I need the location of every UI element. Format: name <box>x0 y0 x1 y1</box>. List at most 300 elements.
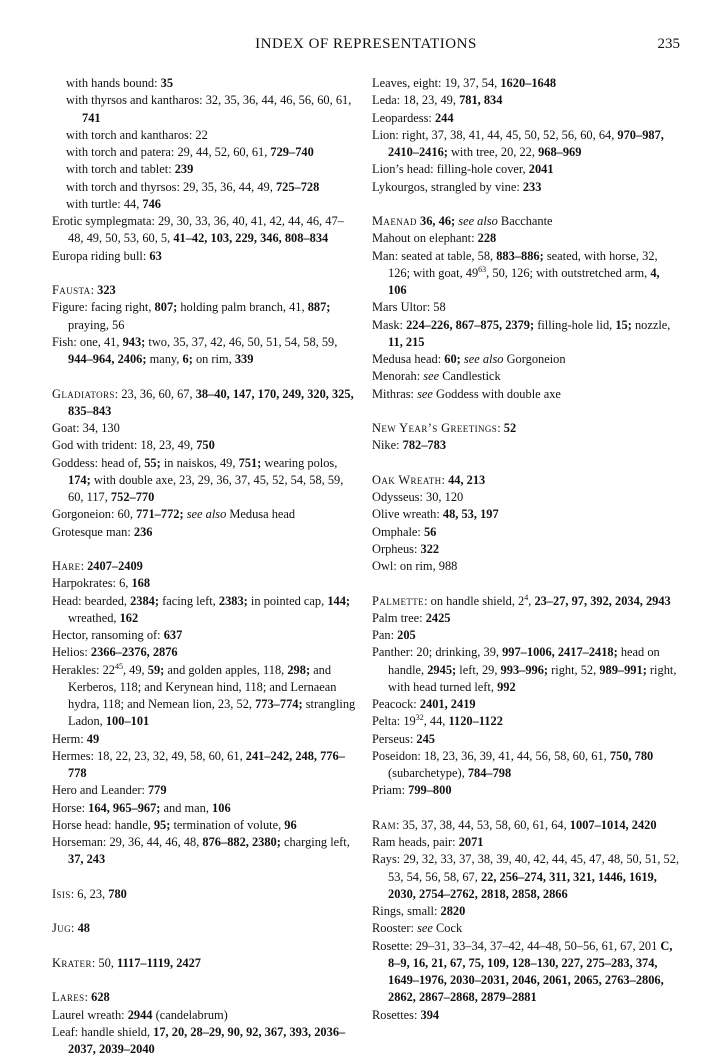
index-entry <box>372 920 680 937</box>
index-text: 56 <box>423 524 437 539</box>
index-text: and man, <box>160 800 213 815</box>
section-gap <box>372 575 680 592</box>
index-text: 746 <box>142 196 161 211</box>
index-entry <box>372 782 680 799</box>
index-text: , <box>528 593 535 608</box>
index-text: see <box>423 369 440 384</box>
index-text: 887; <box>307 300 331 315</box>
index-entry <box>372 1007 680 1024</box>
index-text: , 44, <box>423 714 449 729</box>
index-text: Peacock: <box>372 697 420 711</box>
index-text: see <box>417 386 433 401</box>
index-text: 6; <box>182 352 193 366</box>
index-text: (subarchetype), <box>388 766 468 780</box>
index-text: 741 <box>82 110 101 125</box>
index-text: : <box>497 421 504 435</box>
index-text: Menorah: <box>372 369 424 384</box>
index-text: with torch and thyrsos: 29, 35, 36, 44, 49, <box>66 179 276 194</box>
index-text: 997–1006, 2417–2418; <box>502 645 618 660</box>
index-text: Olive wreath: <box>372 507 443 522</box>
index-text: Nike: <box>372 438 403 453</box>
index-text: 771–772; <box>136 507 184 522</box>
index-entry <box>372 351 680 368</box>
index-text: 11, 215 <box>388 334 425 349</box>
index-text: holding palm branch, 41, <box>177 300 308 315</box>
index-text: Leda: 18, 23, 49, <box>372 93 460 108</box>
index-text: 298; <box>287 662 311 677</box>
index-text: 970–987, 2410–2416; <box>388 127 664 159</box>
index-text: Hero and Leander: <box>52 783 148 798</box>
index-text: head on handle, <box>388 645 660 677</box>
index-entry <box>372 230 680 247</box>
section-gap <box>52 972 359 989</box>
index-entry <box>372 92 680 109</box>
index-text: 106 <box>212 800 231 815</box>
index-text: see also <box>186 507 227 522</box>
index-text: 236 <box>133 524 153 539</box>
index-text: 394 <box>420 1007 440 1022</box>
index-text: Lion: right, 37, 38, 41, 44, 45, 50, 52, 56, 60, 64, <box>372 127 618 142</box>
index-text: Cock <box>432 921 463 936</box>
index-text: 49 <box>86 731 100 746</box>
index-entry <box>52 627 359 644</box>
index-text: 780 <box>108 886 127 901</box>
index-text: 2041 <box>528 162 554 177</box>
index-text: Panther: 20; drinking, 39, <box>372 645 503 660</box>
index-text: 144; <box>327 593 351 608</box>
index-text: : 23, 36, 60, 67, <box>114 386 196 401</box>
index-text: praying, 56 <box>68 317 125 332</box>
index-entry <box>372 127 680 162</box>
index-text: facing left, <box>159 593 219 608</box>
index-text: 2407–2409 <box>87 559 143 573</box>
index-text: Goddess with double axe <box>432 386 561 401</box>
index-text: and golden apples, 118, <box>164 662 288 677</box>
index-text: 725–728 <box>275 179 320 194</box>
index-text: : <box>441 472 449 487</box>
index-headword: Gladiators <box>52 386 115 401</box>
index-entry <box>372 317 680 352</box>
index-text: Owl: on rim, 988 <box>372 559 458 573</box>
index-text: Figure: facing right, <box>52 300 155 315</box>
index-text: 32 <box>415 713 424 723</box>
index-entry <box>372 696 680 713</box>
index-subentry <box>52 196 359 213</box>
index-text: 2944 <box>127 1007 153 1022</box>
index-entry <box>52 748 359 783</box>
index-text: 628 <box>91 990 110 1005</box>
index-text: 228 <box>477 231 497 246</box>
section-gap <box>52 368 359 385</box>
index-headword: Oak Wreath <box>372 472 442 487</box>
index-text: Rosettes: <box>372 1007 421 1022</box>
index-text: Leopardess: <box>372 110 435 125</box>
index-entry <box>372 644 680 696</box>
index-entry <box>52 420 359 437</box>
index-text: wearing polos, <box>261 455 338 470</box>
index-text: with thyrsos and kantharos: 32, 35, 36, 44, 46, 56, 60, 61, <box>66 93 352 108</box>
index-text: 750, 780 <box>609 748 654 763</box>
index-text: with hands bound: <box>66 76 161 90</box>
index-text: in naiskos, 49, <box>160 455 239 470</box>
index-text: Hector, ransoming of: <box>52 628 164 642</box>
index-text: 876–882, 2380; <box>202 835 281 849</box>
section-gap <box>52 265 359 282</box>
index-text: Medusa head <box>226 507 296 522</box>
index-entry <box>52 817 359 834</box>
index-entry <box>372 903 680 920</box>
index-subentry <box>52 75 359 92</box>
index-text: 174; <box>68 472 91 487</box>
index-text: in pointed cap, <box>247 593 328 608</box>
index-text: Poseidon: 18, 23, 36, 39, 41, 44, 56, 58, 60, 61, <box>372 748 610 763</box>
index-text: Odysseus: 30, 120 <box>372 490 464 504</box>
index-text: Europa riding bull: <box>52 248 150 263</box>
index-entry <box>372 489 680 506</box>
index-text: many, <box>146 352 183 366</box>
index-entry <box>372 368 680 385</box>
index-text: Herakles: 22 <box>52 662 115 677</box>
index-text: left, 29, <box>456 662 501 677</box>
index-text: : <box>71 921 78 936</box>
page-title: INDEX OF REPRESENTATIONS <box>255 36 477 52</box>
index-text: 993–996; <box>500 662 549 677</box>
index-text: 52 <box>503 421 517 435</box>
index-text: 750 <box>196 438 215 453</box>
index-entry <box>372 593 680 610</box>
index-text: 943; <box>122 334 146 349</box>
index-text: 55; <box>144 455 161 470</box>
index-entry <box>52 593 359 628</box>
index-text: 781, 834 <box>459 93 503 108</box>
index-text: 2945; <box>427 662 457 677</box>
index-text: 37, 243 <box>68 852 106 867</box>
index-entry <box>372 420 680 437</box>
index-entry <box>372 213 680 230</box>
index-entry <box>52 334 359 369</box>
index-entry <box>372 713 680 730</box>
index-text: 44, 213 <box>448 472 486 487</box>
index-entry <box>372 541 680 558</box>
index-entry <box>52 437 359 454</box>
index-text: 784–798 <box>467 766 512 780</box>
index-text: see also <box>463 352 504 366</box>
index-text: 48 <box>77 921 90 936</box>
index-text: 807; <box>154 300 178 315</box>
section-gap <box>52 938 359 955</box>
index-entry <box>52 213 359 248</box>
index-headword: New Year’s Greetings <box>372 421 498 435</box>
index-entry <box>52 299 359 334</box>
index-entry <box>52 731 359 748</box>
index-column-left <box>52 75 359 1058</box>
index-text: , 50, 126; with outstretched arm, <box>486 265 651 280</box>
index-entry <box>52 282 359 299</box>
index-text: Mars Ultor: 58 <box>372 300 446 315</box>
index-text: Lykourgos, strangled by vine: <box>372 179 523 194</box>
index-entry <box>372 817 680 834</box>
index-text: 95; <box>153 817 171 832</box>
index-text: Horse head: handle, <box>52 817 154 832</box>
index-text: termination of volute, <box>170 817 285 832</box>
index-text: : 35, 37, 38, 44, 53, 58, 60, 61, 64, <box>395 817 570 832</box>
index-text: Mithras: <box>372 386 418 401</box>
index-text: Rooster: <box>372 921 418 936</box>
index-text: 1620–1648 <box>500 76 557 90</box>
index-text: Pan: <box>372 628 398 642</box>
index-entry <box>52 506 359 523</box>
index-text: 59; <box>147 662 165 677</box>
index-text: 752–770 <box>110 490 155 504</box>
index-text: 782–783 <box>402 438 447 453</box>
index-headword: Krater <box>52 955 92 970</box>
index-entry <box>52 955 359 972</box>
index-subentry <box>52 179 359 196</box>
index-subentry <box>52 161 359 178</box>
index-entry <box>372 179 680 196</box>
index-text: Mask: <box>372 317 407 332</box>
index-text: 205 <box>397 628 416 642</box>
section-gap <box>372 403 680 420</box>
index-text: 168 <box>131 576 151 591</box>
index-text: Goddess: head of, <box>52 455 145 470</box>
index-headword: Lares <box>52 990 85 1005</box>
index-text: Gorgoneion <box>503 352 566 366</box>
index-entry <box>372 524 680 541</box>
index-headword: Isis <box>52 886 71 901</box>
index-text: Harpokrates: 6, <box>52 576 132 591</box>
index-text: 751; <box>238 455 262 470</box>
index-text: 2366–2376, 2876 <box>90 645 178 660</box>
index-text: with torch and kantharos: 22 <box>66 127 208 142</box>
index-text: seated, with horse, 32, 126; with goat, 49 <box>388 248 658 280</box>
index-text: Grotesque man: <box>52 524 134 539</box>
section-gap <box>52 541 359 558</box>
index-entry <box>52 782 359 799</box>
index-text: 17, 20, 28–29, 90, 92, 367, 393, 2036–2037, 2039–2040 <box>68 1024 346 1056</box>
index-text: Candlestick <box>439 369 501 384</box>
index-headword: Hare <box>52 559 81 573</box>
index-text: wreathed, <box>68 610 120 625</box>
index-entry <box>52 1007 359 1024</box>
index-text: 799–800 <box>408 783 452 798</box>
page-number: 235 <box>657 36 680 52</box>
index-text: 729–740 <box>270 145 314 159</box>
index-text: Fish: one, 41, <box>52 334 123 349</box>
index-text: 323 <box>97 283 116 297</box>
index-text: Perseus: <box>372 731 417 746</box>
index-text: Goat: 34, 130 <box>52 421 120 435</box>
index-text: 2383; <box>218 593 248 608</box>
index-text: 2820 <box>440 904 466 918</box>
index-entry <box>52 575 359 592</box>
index-text: 22, 256–274, 311, 321, 1446, 1619, 2030, 2754–2762, <box>388 869 657 901</box>
index-text: Laurel wreath: <box>52 1007 128 1022</box>
index-text: C, 8–9, 16, 21, 67, 75, 109, 128–130, 227, 275–283, 374, 1649–1976, 2030–2031, 2046, 2061, 2065, 2763–2806, 2862, 2867–2868, 2879–2881 <box>388 938 673 1005</box>
index-text: 233 <box>522 179 542 194</box>
index-text: 245 <box>416 731 435 746</box>
index-text: : <box>80 559 88 573</box>
index-text: 2425 <box>425 610 451 625</box>
index-text: Bacchante <box>497 214 553 228</box>
section-gap <box>52 869 359 886</box>
index-entry <box>52 524 359 541</box>
index-text: with torch and patera: 29, 44, 52, 60, 61, <box>66 145 271 159</box>
index-text: 96 <box>284 817 297 832</box>
index-text: Orpheus: <box>372 541 421 556</box>
index-text: : 50, <box>91 955 117 970</box>
index-headword: Ram <box>372 817 396 832</box>
index-text: Pelta: 19 <box>372 714 416 729</box>
index-text: 38–40, 147, 170, 249, 320, 325, 835–843 <box>68 386 354 418</box>
index-entry <box>52 662 359 731</box>
index-text: 4 <box>524 592 529 602</box>
index-text: Mahout on elephant: <box>372 231 478 246</box>
index-headword: Jug <box>52 921 72 936</box>
index-entry <box>372 248 680 300</box>
index-entry <box>52 989 359 1006</box>
index-text: 63 <box>149 248 162 263</box>
index-text: 1117–1119, 2427 <box>117 955 201 970</box>
index-entry <box>372 110 680 127</box>
index-text: 48, 53, 197 <box>442 507 499 522</box>
index-entry <box>372 75 680 92</box>
index-text: strangling Ladon, <box>68 697 356 729</box>
index-text: Leaves, eight: 19, 37, 54, <box>372 76 501 90</box>
index-text: 883–886; <box>496 248 544 263</box>
index-entry <box>52 644 359 661</box>
index-text: 244 <box>434 110 454 125</box>
index-entry <box>52 1024 359 1058</box>
index-text: 322 <box>420 541 440 556</box>
index-entry <box>372 161 680 178</box>
index-text: right, with head turned left, <box>388 662 677 694</box>
index-text: 779 <box>147 783 167 798</box>
index-entry <box>372 627 680 644</box>
index-text: : <box>90 283 98 297</box>
index-entry <box>52 800 359 817</box>
index-text: Erotic symplegmata: 29, 30, 33, 36, 40, 41, 42, 44, 46, 47–48, 49, 50, 53, 60, 5, <box>52 214 344 246</box>
index-text: 2818, 2858, 2866 <box>480 886 568 901</box>
index-text: Gorgoneion: 60, <box>52 507 137 522</box>
index-entry <box>372 938 680 1007</box>
index-entry <box>52 834 359 869</box>
index-text: filling-hole lid, <box>534 317 616 332</box>
index-text: charging left, <box>280 835 350 849</box>
index-entry <box>52 558 359 575</box>
index-text: nozzle, <box>631 317 671 332</box>
index-entry <box>372 437 680 454</box>
index-text: 63 <box>478 264 487 274</box>
index-entry <box>372 472 680 489</box>
index-text: 2071 <box>458 835 484 849</box>
index-text: 162 <box>119 610 139 625</box>
section-gap <box>372 196 680 213</box>
index-text: 41–42, 103, 229, 346, 808–834 <box>173 231 329 246</box>
index-text: on rim, <box>192 352 235 366</box>
index-entry <box>372 386 680 403</box>
index-text: 637 <box>163 628 183 642</box>
index-text: 2401, 2419 <box>419 697 476 711</box>
index-headword: Palmette <box>372 593 425 608</box>
index-headword: Maenad <box>372 214 417 228</box>
index-text: Helios: <box>52 645 91 660</box>
index-text: Omphale: <box>372 524 424 539</box>
index-text: with tree, 20, 22, <box>447 145 539 159</box>
index-column-right <box>372 75 680 1024</box>
index-text: 45 <box>114 661 123 671</box>
index-text: and Kerberos, 118; and Kerynean hind, 118; and Lernaean hydra, 118; and Nemean lion, 23, 52, <box>68 662 337 711</box>
index-text: two, 35, 37, 42, 46, 50, 51, 54, 58, 59, <box>145 334 338 349</box>
index-entry <box>372 558 680 575</box>
index-entry <box>372 506 680 523</box>
index-text: with double axe, 23, 29, 36, 37, 45, 52, 54, 58, 59, 60, 117, <box>68 472 344 504</box>
index-text: 989–991; <box>599 662 647 677</box>
index-text: 100–101 <box>105 714 150 729</box>
index-text: Rings, small: <box>372 904 441 918</box>
index-entry <box>372 610 680 627</box>
index-text: Hermes: 18, 22, 23, 32, 49, 58, 60, 61, <box>52 748 246 763</box>
index-entry <box>52 886 359 903</box>
index-entry <box>372 299 680 316</box>
index-text: Rays: 29, 32, 33, 37, 38, 39, 40, 42, 44, 45, 47, 48, 50, 51, 52, 53, 54, 56, 58, 67, <box>372 852 680 884</box>
index-text: , 49, <box>122 662 148 677</box>
index-subentry <box>52 92 359 127</box>
index-subentry <box>52 127 359 144</box>
index-text: 4, 106 <box>388 265 660 297</box>
index-entry <box>52 386 359 421</box>
index-text: 968–969 <box>538 145 582 159</box>
index-text: 944–964, 2406; <box>68 352 147 366</box>
index-text: Herm: <box>52 731 87 746</box>
index-text: (candelabrum) <box>152 1007 228 1022</box>
index-entry <box>52 455 359 507</box>
index-text: with turtle: 44, <box>66 196 143 211</box>
index-headword: Fausta <box>52 283 91 297</box>
index-entry <box>372 731 680 748</box>
index-text: Head: bearded, <box>52 593 131 608</box>
section-gap <box>372 800 680 817</box>
running-header <box>52 36 680 60</box>
index-text: 992 <box>497 679 516 694</box>
index-text: 339 <box>234 352 254 366</box>
index-text: right, 52, <box>548 662 600 677</box>
index-text: Horseman: 29, 36, 44, 46, 48, <box>52 835 203 849</box>
index-text: Leaf: handle shield, <box>52 1024 154 1039</box>
index-text: : <box>84 990 92 1005</box>
index-entry <box>372 851 680 903</box>
index-text: : on handle shield, 2 <box>424 593 525 608</box>
index-subentry <box>52 144 359 161</box>
index-text: Rosette: 29–31, 33–34, 37–42, 44–48, 50–56, 61, 67, 201 <box>372 938 661 953</box>
index-text: Priam: <box>372 783 409 798</box>
index-text: with torch and tablet: <box>66 162 175 177</box>
index-text: : 6, 23, <box>70 886 109 901</box>
index-text: 36, 46; <box>420 214 456 228</box>
section-gap <box>372 455 680 472</box>
index-text: Medusa head: <box>372 352 445 366</box>
index-text: 60; <box>444 352 461 366</box>
index-entry <box>372 834 680 851</box>
index-entry <box>52 248 359 265</box>
index-text: 1120–1122 <box>448 714 503 729</box>
section-gap <box>52 903 359 920</box>
index-entry <box>52 920 359 937</box>
index-text: Palm tree: <box>372 610 426 625</box>
index-text: God with trident: 18, 23, 49, <box>52 438 197 453</box>
index-text: 23–27, 97, 392, 2034, 2943 <box>534 593 671 608</box>
index-text: 35 <box>160 76 174 90</box>
